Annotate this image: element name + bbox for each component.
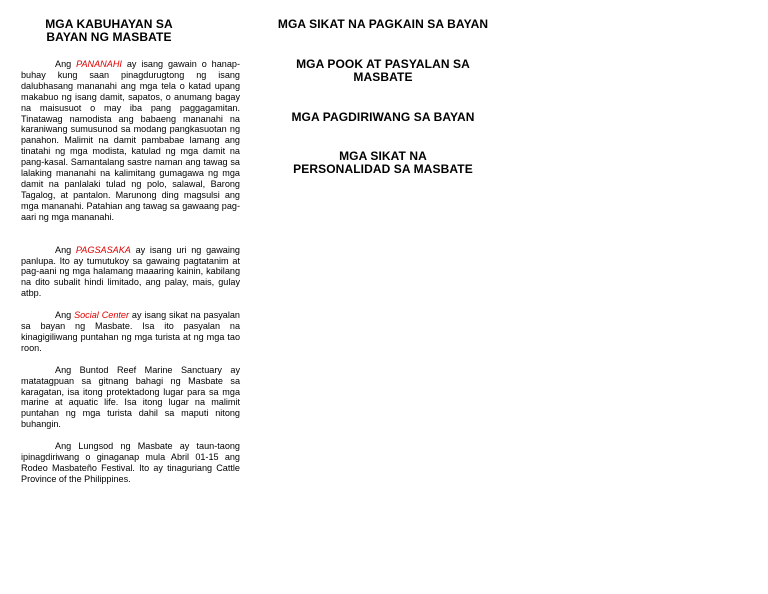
paragraph-pananahi xyxy=(21,59,240,223)
middle-column xyxy=(272,18,494,176)
heading-places xyxy=(272,58,494,84)
paragraph-text: ay isang gawain o hanap-buhay kung saan pinagdurugtong ng isang dalubhasang mananahi ang mga tela o katad upang makabuo ng isang damit, sapatos, o anumang bagay na maisusuot o may iba pang paggagamitan. Tinatawag namodista ang babaeng mananahi na karaniwang sumusunod sa modang pangkasuotan ng panahon. Malimit na damit pambabae lamang ang tinatahi ng mga modista, katulad ng mga damit na pang-kasal. Samantalang sastre naman ang tawag sa lalaking mananahi na kalimitang gumagawa ng mga damit na panlalaki tulad ng polo, salawal, Barong Tagalog, at pantalon. Marunong ding magsulsi ang mga mananahi. Patahian ang tawag sa gawaang pag-aari ng mga mananahi. xyxy=(21,59,240,222)
heading-places-line1: MGA POOK AT PASYALAN SA xyxy=(296,57,470,71)
paragraph-text: Ang xyxy=(55,59,77,69)
highlight-term: Social Center xyxy=(74,310,130,321)
highlight-term: PAGSASAKA xyxy=(75,244,131,255)
paragraph-text: Ang Buntod Reef Marine Sanctuary ay matatagpuan sa gitnang bahagi ng Masbate sa karagatan, isa itong protektadong lugar para sa mga marine at aquatic life. Isa itong lugar na malimit puntahan ng mga turista dahil sa maputi nitong buhangin. xyxy=(21,364,240,430)
left-column xyxy=(21,18,240,485)
heading-personalities-line1: MGA SIKAT NA xyxy=(339,149,427,163)
highlight-term: PANANAHI xyxy=(76,59,122,69)
livelihood-title xyxy=(0,18,239,44)
paragraph-social-center xyxy=(21,310,240,354)
heading-places-line2: MASBATE xyxy=(353,70,413,84)
paragraph-rodeo-festival xyxy=(21,441,240,485)
paragraph-text: ay isang sikat na pasyalan sa bayan ng Masbate. Isa ito pasyalan na kinagigiliwang puntahan ng mga turista at ng mga tao roon. xyxy=(21,310,240,353)
heading-famous-food: MGA SIKAT NA PAGKAIN SA BAYAN xyxy=(277,17,489,31)
paragraph-text: Ang xyxy=(55,244,76,255)
paragraph-text: ay isang uri ng gawaing panlupa. Ito ay tumutukoy sa gawaing pagtatanim at pag-aani ng mga halamang maaaring kainin, kabilang na dito subalit hindi limitado, ang palay, mais, gulay atbp. xyxy=(21,244,240,299)
paragraph-text: Ang Lungsod ng Masbate ay taun-taong ipinagdiriwang o ginaganap mula Abril 01-15 ang Rodeo Masbateño Festival. Ito ay tinaguriang Cattle Province of the Philippines. xyxy=(21,441,240,484)
livelihood-title-line2: BAYAN NG MASBATE xyxy=(46,30,172,44)
heading-personalities-line2: PERSONALIDAD SA MASBATE xyxy=(293,162,473,176)
heading-personalities xyxy=(272,150,494,176)
paragraph-text: Ang xyxy=(55,310,75,321)
livelihood-title-line1: MGA KABUHAYAN SA xyxy=(45,17,173,31)
heading-celebrations: MGA PAGDIRIWANG SA BAYAN xyxy=(291,110,475,124)
paragraph-pagsasaka xyxy=(21,245,240,300)
paragraph-buntod-reef xyxy=(21,365,240,430)
